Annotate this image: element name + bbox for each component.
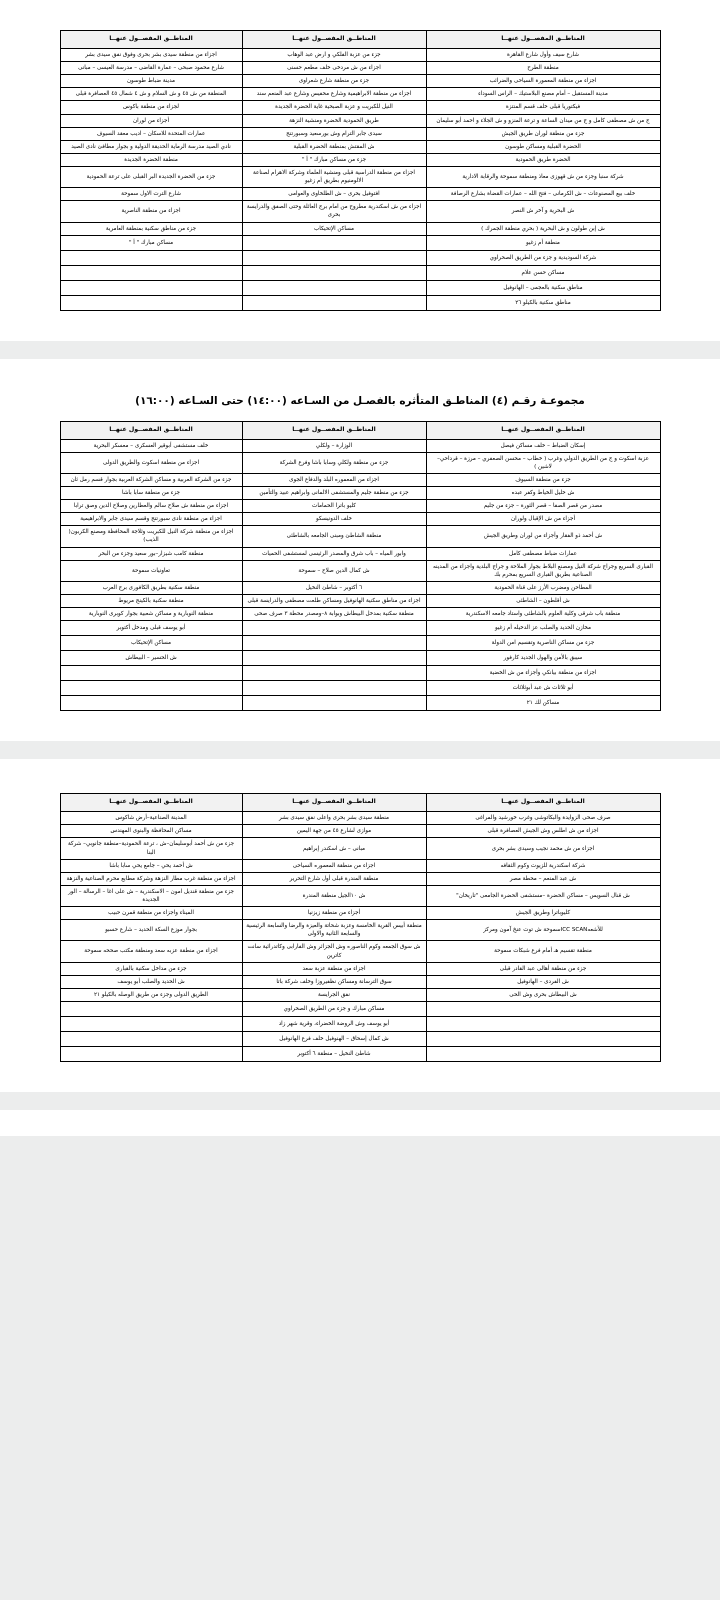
zone-cell: جزء من منطقة أهالى عبد القادر قبلى (426, 962, 660, 975)
zone-cell: نفق الجرايسة (242, 988, 426, 1001)
table-row (60, 114, 660, 127)
table-row (60, 88, 660, 101)
zone-cell: ش أقلطون – الشاطئى (426, 595, 660, 608)
page-break-1 (0, 341, 720, 359)
zone-cell-empty (242, 250, 426, 265)
table-row (60, 681, 660, 696)
zone-cell: مساكن حسن علام (426, 265, 660, 280)
zone-cell: شارع محمود صبحى – عمارة القاضى – مدرسة العيسى – مبانى (60, 62, 242, 75)
zone-cell: مساكن مبارك " أ " (60, 235, 242, 250)
zone-cell: خلف الدونيسكو (242, 513, 426, 526)
zone-cell: صرف صحى الزوايدة والبكاتوشى وغرب خورشيد والمراغى (426, 812, 660, 825)
table-row (60, 1016, 660, 1031)
zone-cell: فيكتوريا قبلى خلف قسم المنتزة (426, 101, 660, 114)
table-row (60, 812, 660, 825)
zone-cell: ش المقتش بمنطقة الحضرة القبلية (242, 140, 426, 153)
zone-cell: مساكن المحافظة والبنوى المهندس (60, 825, 242, 838)
zone-cell: أبو يوسف وش الروضة الخضراء، وقرية شهر زاد (242, 1016, 426, 1031)
table-row (60, 473, 660, 486)
zones-table-1-head (60, 31, 660, 49)
zone-cell: مبانى – ش اسكندر إبراهيم (242, 838, 426, 859)
zone-cell-empty (60, 280, 242, 295)
zone-cell: ش الحسير – البيطاش (60, 651, 242, 666)
zone-cell: جزء من عزبة الفلكي و ارض عبد الوهاب (242, 48, 426, 61)
zone-cell: جزء من ش أحمد أبوسليمان–ش ، ترعة الحمودية–منطقة جانوبي– شركة البنا (60, 838, 242, 859)
table-row (60, 222, 660, 235)
column-header-3: المناطــق المفصــول عنهــا (60, 794, 242, 812)
page-section-2 (0, 359, 720, 742)
zone-cell: شارع سيف وأول شارع القاهرة (426, 48, 660, 61)
zones-table-3-head (60, 794, 660, 812)
zone-cell: جزء من مساكن مبارك " أ " (242, 153, 426, 166)
zone-cell: شاطئ النخيل – منطقة ٦ أكتوبر (242, 1046, 426, 1061)
page-break-2 (0, 741, 720, 759)
zone-cell: للأشعهICC SCANسموحة ش توت عنخ آمون ومركز (426, 920, 660, 941)
zone-cell: اجزاء من المعموره البلد والدفاع الجوى (242, 473, 426, 486)
zone-cell-empty (426, 1031, 660, 1046)
zone-cell: ش أحمد يحي – جامع يحي سابا باشا (60, 859, 242, 872)
zone-cell: منطقة الشاطئ ومبنى الجامعه بالشاطئى (242, 526, 426, 547)
table-row (60, 250, 660, 265)
table-row (60, 920, 660, 941)
table-row (60, 280, 660, 295)
zone-cell: المدينة الصناعية–أرض شاكوس (60, 812, 242, 825)
zone-cell: تعاونيات سموحة (60, 560, 242, 581)
zone-cell: بجوار موزع السكة الحديد – شارع حسبو (60, 920, 242, 941)
zone-cell: مساكن الإتحيكاب (242, 222, 426, 235)
zones-table-2-head (60, 421, 660, 439)
zone-cell: اجزاء من ش مردخى خلف مطعم حسنى (242, 62, 426, 75)
zone-cell-empty (242, 295, 426, 310)
table-row (60, 666, 660, 681)
zone-cell: مساكن الإتحيكاب (60, 636, 242, 651)
table-row (60, 201, 660, 222)
zone-cell: منطقة أبيس القرية الخامسة وعزبة شحاتة والعيزة والرضا والسابعة الرئيسية والسابعة الثانية والاولى (242, 920, 426, 941)
zone-cell: موازى لشارع ٤٥ من جهة اليمين (242, 825, 426, 838)
zone-cell-empty (242, 280, 426, 295)
zone-cell: مصدر من قصر الصفا – قصر الثورة – جزء من جليم (426, 500, 660, 513)
zones-table-3-body (60, 812, 660, 1062)
page-bottom-padding (0, 311, 720, 341)
zone-cell: منطقة النوبارية و مساكن شعبية بجوار كوبرى النوبارية (60, 608, 242, 621)
zone-cell: منطقة المندرة قبلى أول شارع التحرير (242, 872, 426, 885)
table-row (60, 838, 660, 859)
zone-cell: النيل للكبريت و عزبة الصبحية غاية الحضرة الجديدة (242, 101, 426, 114)
zone-cell-empty (60, 666, 242, 681)
zones-table-1-body (60, 48, 660, 310)
zone-cell: ش ١٠الجيل منطقة المندرة (242, 885, 426, 906)
table-row (60, 1031, 660, 1046)
zone-cell: القبارى السريع وجراج شركة النيل ومصنع البلاط بجوار الملاحة و جراج البلدية واجزاء من المدينه الصناعية بطريق القبارى السريع بمحرم بك (426, 560, 660, 581)
table-row (60, 487, 660, 500)
zone-cell: اجزاء من منطقة عزبه سعد ومنطقة مكتب صححه سموحة (60, 941, 242, 962)
table-row (60, 513, 660, 526)
table-row (60, 1001, 660, 1016)
zone-cell: مخازن الحديد والصلب عز الدخيله أم زغيو (426, 621, 660, 636)
page-bottom-padding (0, 711, 720, 741)
zone-cell: شركة سنبا وجزء من ش قهوزى معاذ ومنطقة سموحة والرقابة الادارية (426, 166, 660, 187)
zone-cell: الوزارة – ولكلي (242, 439, 426, 452)
table-row (60, 265, 660, 280)
zones-table-2-body (60, 439, 660, 711)
zone-cell-empty (242, 235, 426, 250)
zone-cell: منطقة سكنية بمدخل البيطاش وبوابة ٨–ومصدر محطة ٣ صرف صحى (242, 608, 426, 621)
zone-cell: منطقة أم زغيو (426, 235, 660, 250)
table-row (60, 48, 660, 61)
zone-cell: منطقة الطرح (426, 62, 660, 75)
zone-cell: اجزاء من منطقة المعمورة السياحى والضرائب (426, 75, 660, 88)
zone-cell: أجزاء من ش الإقبال ولوران (426, 513, 660, 526)
zone-cell: اجزاء من ش اطلس وش الجيش العصافرة قبلى (426, 825, 660, 838)
table-row (60, 452, 660, 473)
column-header-2: المناطــق المفصــول عنهــا (242, 794, 426, 812)
zone-cell: منطقة سكنية بالكينج مريوط (60, 595, 242, 608)
zone-cell-empty (60, 1016, 242, 1031)
section-title-group-4: مجموعـة رقـم (٤) المناطـق المتأثره بالفصـل من السـاعه (١٤:٠٠) حتى السـاعه (١٦:٠٠) (135, 394, 585, 407)
zone-cell: جزء من منطقة سابا باشا (60, 487, 242, 500)
zone-cell: كليوباترا وطريق الجيش (426, 907, 660, 920)
zone-cell: اجزاء من منطقة الابراهيمية وشارع محفيس وشارع عبد المنعم سند (242, 88, 426, 101)
zone-cell: المطاحن ومضرب الأرز على قناة الحمودية (426, 581, 660, 594)
page-section-4-partial (0, 1110, 720, 1136)
zone-cell: ش الحديد والصلب أبو يوسف (60, 975, 242, 988)
zone-cell: ش البحرية و آخر ش النصر (426, 201, 660, 222)
table-row (60, 560, 660, 581)
table-row (60, 595, 660, 608)
zone-cell: نادي الصيد مدرسة الرماية الحديقة الدولية و بجوار مطافئ نادى الصيد (60, 140, 242, 153)
zone-cell: ش إبن طولون و ش البحرية ( بحري منطقة الجمرك ) (426, 222, 660, 235)
zone-cell-empty (242, 666, 426, 681)
table-row (60, 153, 660, 166)
zone-cell: جزء من منطقة لوران طريق الجيش (426, 127, 660, 140)
zone-cell: ش كمال الدين صلاح – سموحة (242, 560, 426, 581)
zone-cell: شركة السوديدية و جزء من الطريق الصحراوي (426, 250, 660, 265)
page-break-3 (0, 1092, 720, 1110)
table-row (60, 101, 660, 114)
zone-cell-empty (60, 295, 242, 310)
zone-cell: اجزاء من منطقة اسكوت والطريق الدولى (60, 452, 242, 473)
table-row (60, 166, 660, 187)
page-section-3 (0, 759, 720, 1092)
zone-cell: ش البيطاش بحرى وش الحى (426, 988, 660, 1001)
column-header-2: المناطــق المفصــول عنهــا (242, 31, 426, 49)
column-header-2: المناطــق المفصــول عنهــا (242, 421, 426, 439)
column-header-3: المناطــق المفصــول عنهــا (60, 31, 242, 49)
zone-cell: جزء من مساكن الناصرية وتقسيم امن الدولة (426, 636, 660, 651)
zone-cell: ش قنال السويس – مساكن الحضرة –مستشفى الحضرة الجامعى "تاريخان" (426, 885, 660, 906)
zone-cell-empty (426, 1046, 660, 1061)
zone-cell: اجزاء من منطقة الناصرية (60, 201, 242, 222)
zone-cell: مدينة ضباط طوسون (60, 75, 242, 88)
zone-cell: شركة اسكندرية للزيوت وكوم الثقافه (426, 859, 660, 872)
zone-cell: ش سوق الجمعه وكوم الناصوره وش الجزائر وش الفارابى وكاتدرائية سانت كاترين (242, 941, 426, 962)
table-row (60, 500, 660, 513)
table-row (60, 526, 660, 547)
zone-cell: عمارات ضباط مصطفى كامل (426, 547, 660, 560)
zone-cell: اجزاء من ش محمد نجيب وسيدى بشر بحرى (426, 838, 660, 859)
table-header-row (60, 31, 660, 49)
zone-cell: مساكن لك ٢١ (426, 696, 660, 711)
zone-cell: خلف مستشفى أبوقير العسكرى – معسكر البحرية (60, 439, 242, 452)
zone-cell: افتوفيل بحرى – ش الطلخاوى والعوامى (242, 188, 426, 201)
table-row (60, 235, 660, 250)
zone-cell-empty (60, 696, 242, 711)
zone-cell-empty (242, 696, 426, 711)
zone-cell-empty (60, 250, 242, 265)
zone-cell: جزء من الحضرة الجديدة البر القبلى على ترعة الحمودية (60, 166, 242, 187)
page-top-padding (0, 0, 720, 30)
zone-cell: الطريق الدولى وجزء من طريق الوصله بالكيلو ٢١ (60, 988, 242, 1001)
zone-cell: ج من ش مصطفى كامل و ج من ميدان الساعة و ترعة المنزو و ش الجلاء و احمد أبو سليمان (426, 114, 660, 127)
table-row (60, 621, 660, 636)
zone-cell: الحضرة القبلية ومساكن طوسون (426, 140, 660, 153)
zone-cell: منطقة باب شرقى وكلية العلوم بالشاطئى واستاد جامعه الاسكندرية (426, 608, 660, 621)
table-row (60, 636, 660, 651)
zone-cell-empty (242, 681, 426, 696)
zone-cell-empty (60, 1031, 242, 1046)
zone-cell-empty (242, 636, 426, 651)
zone-cell: الميناء واجزاء من منطقة قمرن حبيب (60, 907, 242, 920)
table-row (60, 127, 660, 140)
zone-cell: إسكان الضباط – خلف مساكن فيصل (426, 439, 660, 452)
zone-cell: ش الفردى – الهانوفيل (426, 975, 660, 988)
zone-cell-empty (60, 681, 242, 696)
zone-cell: أبو ثلاثات ش عبد أبوثلاثات (426, 681, 660, 696)
zone-cell: جزء من منطقة جليم والمستشفى الالمانى وابراهيم عبيد والتأمين (242, 487, 426, 500)
zone-cell-empty (60, 265, 242, 280)
column-header-1: المناطــق المفصــول عنهــا (426, 421, 660, 439)
zone-cell-empty (426, 1016, 660, 1031)
zone-cell: جزء من الشركة العربية و مساكن الشركة العربية بجوار قسم رمل ثان (60, 473, 242, 486)
column-header-1: المناطــق المفصــول عنهــا (426, 794, 660, 812)
zone-cell: مدينة المستقبل – أمام مصنع البلاستيك – الراس السوداء (426, 88, 660, 101)
zone-cell: مناطق سكنية بالعجمى – الهانوفيل (426, 280, 660, 295)
zone-cell-empty (242, 621, 426, 636)
zone-cell: جزء من منطقة السيوف (426, 473, 660, 486)
table-row (60, 439, 660, 452)
zone-cell-empty (242, 265, 426, 280)
table-row (60, 1046, 660, 1061)
zone-cell-empty (242, 651, 426, 666)
zones-table-2 (60, 421, 661, 712)
page-section-1 (0, 0, 720, 341)
table-row (60, 75, 660, 88)
zone-cell: منطقة كامب شيزار–بور سعيد وجزء من البحر (60, 547, 242, 560)
zones-table-3 (60, 793, 661, 1062)
table-row (60, 988, 660, 1001)
zone-cell: جزء من منطقة قنديل امون – الاسكندرية – ش على اغا – الرسالة – الور الجديدة (60, 885, 242, 906)
table-row (60, 962, 660, 975)
zone-cell: ش خليل الخياط وكفر عبده (426, 487, 660, 500)
zone-cell: مساكن مبارك و جزء من الطريق الصحراوي (242, 1001, 426, 1016)
table-row (60, 651, 660, 666)
zone-cell: اجزاء من منطقة غرب مطار النزهة وشركة مطابع محرم الصناعية والنزهة (60, 872, 242, 885)
table-row (60, 885, 660, 906)
zone-cell: منطقة تقسيم هـ أمام فرع شبكات سموحة (426, 941, 660, 962)
table-row (60, 696, 660, 711)
zone-cell: ش أحمد ذو الفقار وأجزاء من لوران وطريق الجيش (426, 526, 660, 547)
zone-cell: أجزاء من منطقة زيزنيا (242, 907, 426, 920)
zone-cell: منطقة الخضرة الجديدة (60, 153, 242, 166)
zone-cell: أبو يوسف قبلى ومدخل أكتوبر (60, 621, 242, 636)
zone-cell: وابور المياه – باب شرق والمصدر الرئيسى لمستشفى الحميات (242, 547, 426, 560)
table-row (60, 608, 660, 621)
zone-cell: اجزاء من مناطق سكنية الهانوفيل ومساكن طلعت مصطفى والدرايسة قبلى (242, 595, 426, 608)
zone-cell: منطقة سيدى بشر بحرى واعلى نفق سيدى بشر (242, 812, 426, 825)
zone-cell: جزء من مناطق سكنية بمنطقة العامرية (60, 222, 242, 235)
zone-cell: اجزاء من منطقة شركة النيل للكبريت وثلاجة المحافظة ومصنع الكربون( الذيب) (60, 526, 242, 547)
column-header-1: المناطــق المفصــول عنهــا (426, 31, 660, 49)
zone-cell: سيدى جابر الترام وش بورسعيد وسبورتنج (242, 127, 426, 140)
table-row (60, 188, 660, 201)
table-header-row (60, 794, 660, 812)
zone-cell-empty (60, 1046, 242, 1061)
table-row (60, 140, 660, 153)
zone-cell: اجزاء من منطقة المعموره السياحى (242, 859, 426, 872)
zone-cell: اجزاء من منطقة نادى سبورتنج وقسم سيدى جابر والابراهيمية (60, 513, 242, 526)
table-row (60, 581, 660, 594)
zone-cell: كليو باترا الحمامات (242, 500, 426, 513)
zone-cell: خلف بيع المصنوعات – ش الكرمانى – فتح الله – عمارات القضاة بشارع الرصافة (426, 188, 660, 201)
zone-cell: سيبق بالأمن والهول الجديد كارفور (426, 651, 660, 666)
zone-cell: طريق الحمودية الخضرة ومنشية النزهة (242, 114, 426, 127)
table-row (60, 859, 660, 872)
page-bottom-padding (0, 1062, 720, 1092)
zone-cell: اجزاء من منطقة سيدى بشر بحرى وفوق نفق سيدى بشر (60, 48, 242, 61)
zone-cell: سوق الترسانة ومساكن نظفيروزا وخلف شركة باتا (242, 975, 426, 988)
zone-cell: الحضرة طريق الحمودية (426, 153, 660, 166)
table-row (60, 975, 660, 988)
zone-cell-empty (426, 1001, 660, 1016)
zone-cell: شارع الترت الاول سموحة (60, 188, 242, 201)
table-row (60, 62, 660, 75)
zone-cell: جزء من مداخل سكنية بالقبارى (60, 962, 242, 975)
zone-cell: أجزاء من لوران (60, 114, 242, 127)
zone-cell: اجزاء من منطقة عزبة سعد (242, 962, 426, 975)
zone-cell: عمارات المتحدة للاسكان – اديب معقد السيوف (60, 127, 242, 140)
zone-cell: ٦ أكتوبر – شاطئ النخيل (242, 581, 426, 594)
zone-cell: اجزاء من منطقة ش صلاح سالم والعطارين وصلاح الدين وصق ترابا (60, 500, 242, 513)
table-row (60, 872, 660, 885)
table-row (60, 941, 660, 962)
table-row (60, 547, 660, 560)
column-header-3: المناطــق المفصــول عنهــا (60, 421, 242, 439)
zone-cell: ش كمال إسحاق – الهنوفيل خلف فرع الهانوفيل (242, 1031, 426, 1046)
zone-cell: لجزاء من منطقة باكوس (60, 101, 242, 114)
table-row (60, 825, 660, 838)
zone-cell-empty (60, 1001, 242, 1016)
zone-cell: جزء من منطقة شارع شعراوى (242, 75, 426, 88)
zone-cell: مناطق سكنية بالكيلو ٢٦ (426, 295, 660, 310)
zone-cell: ش عبد المنعم – محطة مصر (426, 872, 660, 885)
zone-cell: عزبة اسكوت و ج من الطريق الدولي وغرب ( خطاب – محسن الصعفري – مرزة – قرداحي– لاشين ) (426, 452, 660, 473)
zone-cell: منطقة سكنية بطريق الكافورى برج العرب (60, 581, 242, 594)
table-row (60, 907, 660, 920)
zone-cell: جزء من منطقة ولكلي وسابا باشا وفرع الشركة (242, 452, 426, 473)
zones-table-1 (60, 30, 661, 311)
zone-cell: المنطقة من ش ٤٥ و ش السلام و ش ٤ شمال ٤٥ العصافرة قبلى (60, 88, 242, 101)
zone-cell: اجزاء من ش اسكندرية مطروح من امام برج العائلة وحتى الصفق والدرايسة بحرى (242, 201, 426, 222)
table-header-row (60, 421, 660, 439)
zone-cell: اجزاء من منطقة بيانكي وأجزاء من ش الخضية (426, 666, 660, 681)
zone-cell: اجزاء من منطقة الدراسية قبلى ومنشية العلماء وشركة الاهرام لصناعة الالومنيوم بطريق أم زغيو (242, 166, 426, 187)
table-row (60, 295, 660, 310)
